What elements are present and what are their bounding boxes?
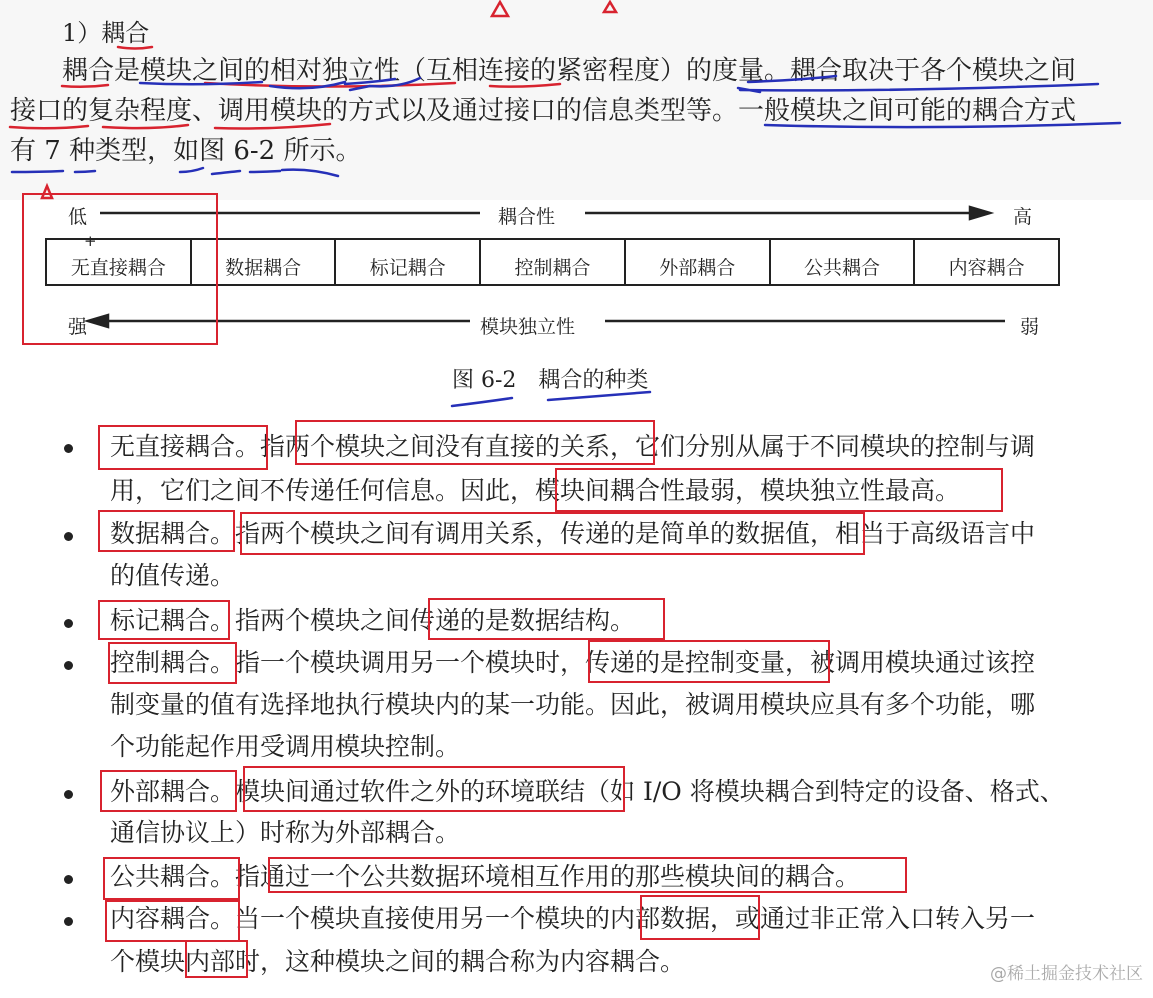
highlight-box: [588, 640, 830, 683]
cell-common: 公共耦合: [771, 240, 916, 284]
cell-control: 控制耦合: [481, 240, 626, 284]
bullet-6-line-1: 公共耦合。指通过一个公共数据环境相互作用的那些模块间的耦合。: [110, 862, 861, 891]
label-low: 低: [68, 206, 88, 228]
bullet-1-line-2: 用，它们之间不传递任何信息。因此，模块间耦合性最弱，模块独立性最高。: [110, 476, 961, 505]
cell-stamp: 标记耦合: [336, 240, 481, 284]
label-strong: 强: [68, 316, 88, 338]
highlight-box: [100, 770, 237, 812]
plus-mark: +: [84, 232, 97, 250]
label-independence: 模块独立性: [480, 316, 576, 338]
bullet-4-line-2: 制变量的值有选择地执行模块内的某一功能。因此，被调用模块应具有多个功能，哪: [110, 690, 1036, 719]
triangle-marks: [42, 2, 616, 198]
cell-no-direct: 无直接耦合: [47, 240, 192, 284]
highlight-box: [98, 600, 230, 640]
section-heading: 1）耦合: [62, 19, 150, 47]
intro-line-1: 耦合是模块之间的相对独立性（互相连接的紧密程度）的度量。耦合取决于各个模块之间: [62, 56, 1077, 86]
bullet-7-line-1: 内容耦合。当一个模块直接使用另一个模块的内部数据，或通过非正常入口转入另一: [110, 904, 1036, 933]
label-coupling: 耦合性: [498, 206, 556, 228]
highlight-box: [103, 857, 240, 900]
highlight-box: [295, 420, 655, 465]
highlight-box: [555, 468, 1003, 512]
label-high: 高: [1013, 206, 1033, 228]
watermark: @稀土掘金技术社区: [990, 964, 1143, 984]
highlight-box: [268, 857, 907, 893]
highlight-box: [185, 940, 248, 978]
figure-arrows: [88, 207, 1005, 327]
highlight-box: [428, 598, 665, 640]
bullet-2-line-2: 的值传递。: [110, 561, 236, 590]
highlight-box: [105, 900, 240, 942]
intro-line-2: 接口的复杂程度、调用模块的方式以及通过接口的信息类型等。一般模块之间可能的耦合方式: [10, 96, 1077, 126]
bullet-2-line-1: 数据耦合。指两个模块之间有调用关系，传递的是简单的数据值，相当于高级语言中: [110, 519, 1036, 548]
underline-red: [118, 47, 152, 49]
highlight-box: [240, 512, 865, 555]
highlight-box: [640, 895, 760, 940]
arrow-head-right: [970, 207, 990, 219]
cell-data: 数据耦合: [192, 240, 337, 284]
underline-red: [10, 83, 560, 129]
highlight-box: [98, 510, 235, 552]
bullet-5-line-2: 通信协议上）时称为外部耦合。: [110, 818, 461, 847]
highlight-box: [22, 193, 218, 345]
bullet-4-line-1: 控制耦合。指一个模块调用另一个模块时，传递的是控制变量，被调用模块通过该控: [110, 648, 1036, 677]
highlight-box: [108, 642, 237, 684]
bullet-7-line-2: 个模块内部时，这种模块之间的耦合称为内容耦合。: [110, 947, 686, 976]
highlight-box: [243, 766, 625, 812]
bullet-3-line-1: 标记耦合。指两个模块之间传递的是数据结构。: [110, 606, 636, 635]
figure-caption: 图 6-2 耦合的种类: [452, 368, 649, 393]
bullet-4-line-3: 个功能起作用受调用模块控制。: [110, 732, 461, 761]
highlight-box: [98, 425, 268, 470]
intro-line-3: 有 7 种类型，如图 6-2 所示。: [10, 136, 362, 166]
cell-external: 外部耦合: [626, 240, 771, 284]
bullet-5-line-1: 外部耦合。模块间通过软件之外的环境联结（如 I/O 将模块耦合到特定的设备、格式、: [110, 777, 1065, 806]
bullet-1-line-1: 无直接耦合。指两个模块之间没有直接的关系，它们分别从属于不同模块的控制与调: [110, 432, 1036, 461]
label-weak: 弱: [1020, 316, 1040, 338]
cell-content: 内容耦合: [948, 256, 1025, 279]
